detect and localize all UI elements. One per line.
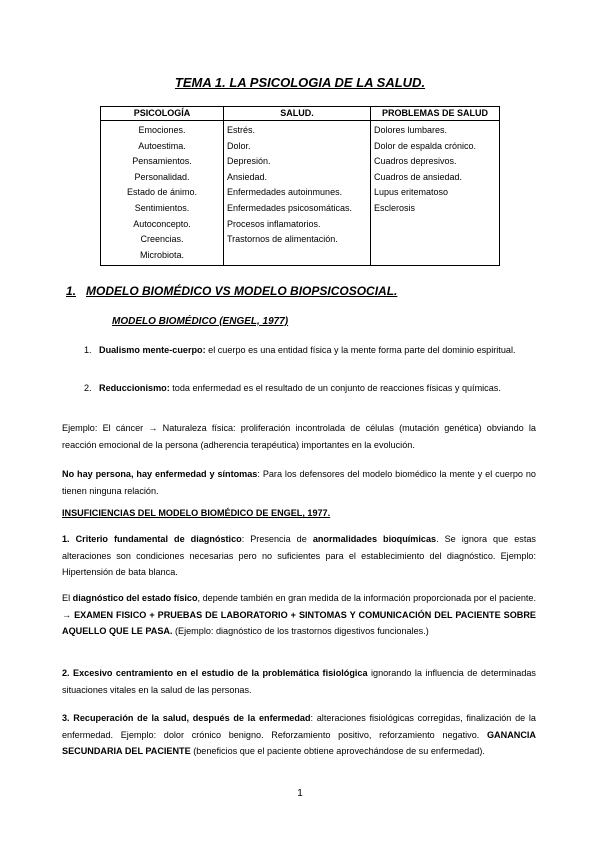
paragraph-bold: diagnóstico del estado físico bbox=[72, 593, 198, 603]
list-item-bold: Reduccionismo: bbox=[99, 383, 170, 393]
table-cell: Cuadros de ansiedad. bbox=[374, 171, 463, 182]
table-cell: Creencias. bbox=[140, 234, 184, 245]
list-item-text: toda enfermedad es el resultado de un conjunto de reacciones físicas y químicas. bbox=[169, 383, 501, 393]
paragraph-text: (beneficios que el paciente obtiene aprovechándose de su enfermedad). bbox=[190, 746, 485, 756]
table-header-psicologia: PSICOLOGÍA bbox=[101, 107, 224, 121]
table-cell: Depresión. bbox=[227, 156, 271, 167]
list-item-bold: Dualismo mente-cuerpo: bbox=[99, 345, 206, 355]
table-cell: Sentimientos. bbox=[134, 202, 190, 213]
table-cell: Esclerosis bbox=[374, 202, 416, 213]
table-col-problemas bbox=[371, 121, 500, 266]
paragraph-criterio bbox=[62, 531, 536, 581]
list-item bbox=[84, 380, 536, 397]
section-heading bbox=[66, 284, 397, 298]
section-number: 1. bbox=[66, 284, 77, 298]
paragraph-bold: EXAMEN FISICO + PRUEBAS DE LABORATORIO + SINTOMAS Y COMUNICACIÓN DEL PACIENTE SOBRE AQUELLO QUE LE PASA. bbox=[62, 609, 536, 636]
paragraph-text: El bbox=[62, 593, 73, 603]
paragraph-text: (Ejemplo: diagnóstico de los trastornos digestivos funcionales.) bbox=[172, 626, 429, 636]
table-cell: Dolor de espalda crónico. bbox=[374, 140, 477, 151]
table-header-salud: SALUD. bbox=[224, 107, 371, 121]
paragraph-bold: anormalidades bioquímicas bbox=[312, 534, 437, 544]
table-col-psicologia bbox=[101, 121, 224, 266]
table-cell: Trastornos de alimentación. bbox=[227, 234, 338, 245]
list-item bbox=[84, 342, 536, 359]
paragraph-text: : alteraciones fisiológicas corregidas, finalización de la enfermedad. Ejemplo: dolor crónico benigno. Reforzamiento positivo, reforzamiento negativo. bbox=[62, 713, 536, 740]
list-item-number: 1. bbox=[84, 345, 92, 355]
table-cell: Dolores lumbares. bbox=[374, 125, 448, 135]
paragraph-bold: 3. Recuperación de la salud, después de la enfermedad bbox=[62, 713, 311, 723]
table-cell: Autoconcepto. bbox=[133, 218, 191, 229]
paragraph-text: : Para los defensores del modelo biomédico la mente y el cuerpo no tienen ninguna relación. bbox=[62, 469, 536, 496]
paragraph-text: ignorando la influencia de determinadas situaciones vitales en la salud de las personas. bbox=[62, 668, 536, 695]
paragraph-text: : Presencia de bbox=[241, 534, 313, 544]
table-cell: Enfermedades autoinmunes. bbox=[227, 187, 343, 198]
paragraph-bold: No hay persona, hay enfermedad y síntomas bbox=[62, 469, 258, 479]
paragraph-text: , depende también en gran medida de la información proporcionada por el paciente. → bbox=[62, 593, 536, 620]
section-heading-text: MODELO BIOMÉDICO VS MODELO BIOPSICOSOCIAL. bbox=[86, 284, 398, 298]
table-cell: Procesos inflamatorios. bbox=[227, 218, 321, 229]
table-cell: Dolor. bbox=[227, 140, 251, 151]
table-cell: Cuadros depresivos. bbox=[374, 156, 457, 167]
table-col-salud bbox=[224, 121, 371, 266]
paragraph-bold: 2. Excesivo centramiento en el estudio de la problemática fisiológica bbox=[62, 668, 368, 678]
table-header-problemas: PROBLEMAS DE SALUD bbox=[371, 107, 500, 121]
table-cell: Autoestima. bbox=[138, 140, 186, 151]
paragraph-bold: GANANCIA SECUNDARIA DEL PACIENTE bbox=[62, 729, 536, 756]
paragraph-recuperacion bbox=[62, 710, 536, 760]
table-cell: Personalidad. bbox=[134, 171, 190, 182]
paragraph-estado-fisico bbox=[62, 590, 536, 640]
paragraph-bold: 1. Criterio fundamental de diagnóstico bbox=[62, 534, 242, 544]
table-cell: Pensamientos. bbox=[132, 156, 192, 167]
table-cell: Emociones. bbox=[138, 125, 186, 135]
subsection-heading: MODELO BIOMÉDICO (ENGEL, 1977) bbox=[112, 316, 289, 327]
page-number: 1 bbox=[297, 788, 303, 799]
table-cell: Enfermedades psicosomáticas. bbox=[227, 202, 353, 213]
list-item-text: el cuerpo es una entidad física y la mente forma parte del dominio espiritual. bbox=[205, 345, 516, 355]
paragraph-text: . Se ignora que estas alteraciones son condiciones necesarias pero no suficientes para el establecimiento del diagnóstico. Ejemplo: Hipertensión de bata blanca. bbox=[62, 534, 536, 577]
table-cell: Ansiedad. bbox=[227, 171, 268, 182]
table-cell: Microbiota. bbox=[139, 249, 184, 260]
table-cell: Estrés. bbox=[227, 125, 256, 135]
table-cell: Estado de ánimo. bbox=[126, 187, 198, 198]
paragraph-ejemplo: Ejemplo: El cáncer → Naturaleza física: proliferación incontrolada de células (mutación genética) obviando la reacción emocional de la persona (adherencia terapéutica) importantes en la evolución. bbox=[62, 423, 536, 450]
health-table bbox=[100, 106, 500, 266]
list-item-number: 2. bbox=[84, 383, 92, 393]
paragraph-no-hay-persona bbox=[62, 466, 536, 499]
table-cell: Lupus eritematoso bbox=[374, 187, 449, 198]
paragraph-excesivo bbox=[62, 665, 536, 698]
page-title: TEMA 1. LA PSICOLOGIA DE LA SALUD. bbox=[174, 75, 426, 90]
insuficiencias-heading-text: INSUFICIENCIAS DEL MODELO BIOMÉDICO DE ENGEL, 1977. bbox=[62, 508, 331, 518]
insuficiencias-heading bbox=[62, 505, 536, 522]
